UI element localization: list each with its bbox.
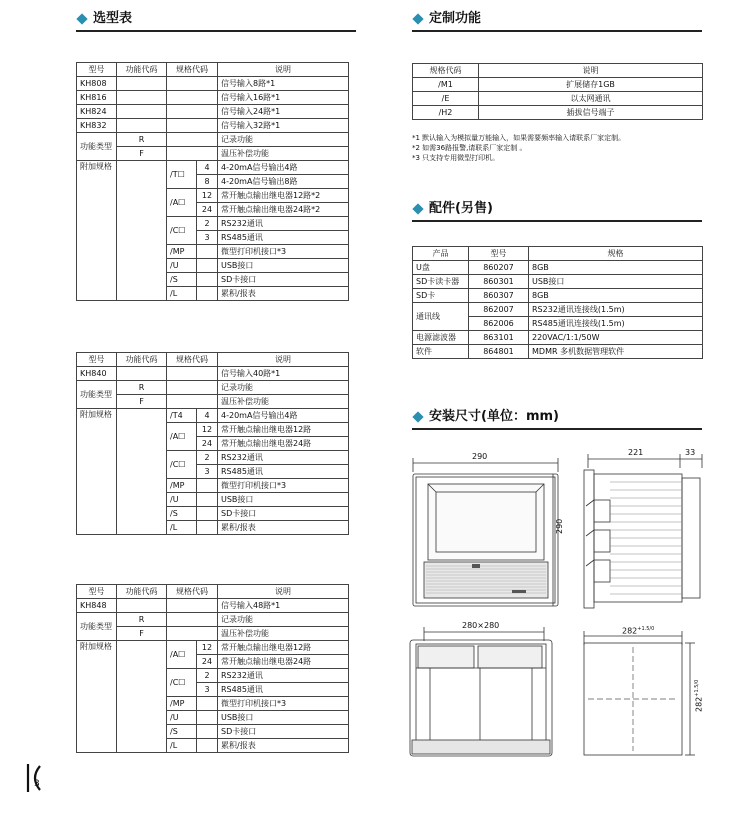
table-row: /S SD卡接口 [77, 507, 349, 521]
side-ribs [610, 482, 682, 594]
header-model: 型号 [469, 247, 529, 261]
header-desc: 说明 [218, 585, 349, 599]
section-title-accessories: 配件(另售) [412, 200, 493, 218]
dim-side-depth: 221 [628, 448, 644, 457]
table-row: 24 常开触点输出继电器24路 [77, 437, 349, 451]
table-row: 软件 864801 MDMR 多机数据管理软件 [413, 345, 703, 359]
table-row: /L 累积/报表 [77, 739, 349, 753]
header-spec-code: 规格代码 [413, 64, 479, 78]
table-row: F 温压补偿功能 [77, 147, 349, 161]
table-row: 24 常开触点输出继电器24路 [77, 655, 349, 669]
table-row: F 温压补偿功能 [77, 395, 349, 409]
table-row: /U USB接口 [77, 711, 349, 725]
table-row: /S SD卡接口 [77, 725, 349, 739]
table-row: 电源滤波器 863101 220VAC/1:1/50W [413, 331, 703, 345]
header-func-code: 功能代码 [117, 585, 167, 599]
table-row: 3 RS485通讯 [77, 465, 349, 479]
table-row: /S SD卡接口 [77, 273, 349, 287]
table-row: /L 累积/报表 [77, 287, 349, 301]
table-row: /U USB接口 [77, 493, 349, 507]
table-row: /A☐ 12 常开触点输出继电器12路 [77, 423, 349, 437]
table-row: /MP 微型打印机接口*3 [77, 245, 349, 259]
table-row: U盘 860207 8GB [413, 261, 703, 275]
table-row: /MP 微型打印机接口*3 [77, 479, 349, 493]
table-row: 附加规格 /T☐ 4 4-20mA信号输出4路 [77, 161, 349, 175]
table-row: /E 以太网通讯 [413, 92, 703, 106]
header-desc: 说明 [218, 353, 349, 367]
dim-side-bezel: 33 [685, 448, 696, 457]
table-row: 功能类型 R 记录功能 [77, 613, 349, 627]
table-row: 8 4-20mA信号输出8路 [77, 175, 349, 189]
panel-cutout-drawing [584, 631, 695, 755]
header-desc: 说明 [479, 64, 703, 78]
latch-icon [512, 590, 526, 593]
header-func-code: 功能代码 [117, 63, 167, 77]
table-row: /MP 微型打印机接口*3 [77, 697, 349, 711]
table-row: KH832 信号输入32路*1 [77, 119, 349, 133]
table-row: /H2 插拔信号端子 [413, 106, 703, 120]
table-row: KH808 信号输入8路*1 [77, 77, 349, 91]
table-row: KH848 信号输入48路*1 [77, 599, 349, 613]
header-product: 产品 [413, 247, 469, 261]
header-desc: 说明 [218, 63, 349, 77]
section-title-custom: 定制功能 [412, 10, 481, 28]
page-number: 3 [34, 779, 40, 789]
section-title-selection: 选型表 [76, 10, 132, 28]
table-row: SD卡 860307 8GB [413, 289, 703, 303]
dim-front-height: 290 [555, 518, 564, 534]
footnote-1: *1 默认输入为模拟量万能输入，如果需要频率输入请联系厂家定制。 [412, 134, 626, 142]
dim-cutout-height: $282^{+1.5/0}$ [694, 679, 704, 712]
footnote-2: *2 如需36路报警,请联系厂家定制 。 [412, 144, 527, 152]
table-row: /L 累积/报表 [77, 521, 349, 535]
table-row: 3 RS485通讯 [77, 683, 349, 697]
table-row: 通讯线 862007 RS232通讯连接线(1.5m) [413, 303, 703, 317]
table-row: /C☐ 2 RS232通讯 [77, 217, 349, 231]
dim-front-width: 290 [472, 452, 488, 461]
table-row: /M1 扩展储存1GB [413, 78, 703, 92]
table-row: 3 RS485通讯 [77, 231, 349, 245]
table-row: /U USB接口 [77, 259, 349, 273]
dim-top-size: 280×280 [462, 621, 500, 630]
table-row: KH840 信号输入40路*1 [77, 367, 349, 381]
table-row: KH824 信号输入24路*1 [77, 105, 349, 119]
table-row: /A☐ 12 常开触点输出继电器12路*2 [77, 189, 349, 203]
footnote-3: *3 只支持专用微型打印机。 [412, 154, 500, 162]
header-func-code: 功能代码 [117, 353, 167, 367]
section-title-install: 安装尺寸(单位：mm) [412, 408, 559, 426]
indicator-icon [472, 564, 480, 568]
cutout-centerlines [588, 647, 678, 751]
table-row: /C☐ 2 RS232通讯 [77, 451, 349, 465]
table-row: SD卡读卡器 860301 USB接口 [413, 275, 703, 289]
table-row: 附加规格 /A☐ 12 常开触点输出继电器12路 [77, 641, 349, 655]
dim-cutout-width: $282^{+1.5/0}$ [622, 626, 655, 636]
table-row: 24 常开触点输出继电器24路*2 [77, 203, 349, 217]
side-view-drawing [584, 454, 702, 608]
table-row: KH816 信号输入16路*1 [77, 91, 349, 105]
table-row: /C☐ 2 RS232通讯 [77, 669, 349, 683]
header-model: 型号 [77, 353, 117, 367]
table-row: 功能类型 R 记录功能 [77, 133, 349, 147]
header-spec-code: 规格代码 [167, 585, 218, 599]
header-spec-code: 规格代码 [167, 353, 218, 367]
table-row: F 温压补偿功能 [77, 627, 349, 641]
table-row: 功能类型 R 记录功能 [77, 381, 349, 395]
header-spec: 规格 [529, 247, 703, 261]
table-row: 附加规格 /T4 4 4-20mA信号输出4路 [77, 409, 349, 423]
header-model: 型号 [77, 585, 117, 599]
top-view-drawing [410, 627, 552, 756]
header-model: 型号 [77, 63, 117, 77]
table-row: 862006 RS485通讯连接线(1.5m) [413, 317, 703, 331]
header-spec-code: 规格代码 [167, 63, 218, 77]
